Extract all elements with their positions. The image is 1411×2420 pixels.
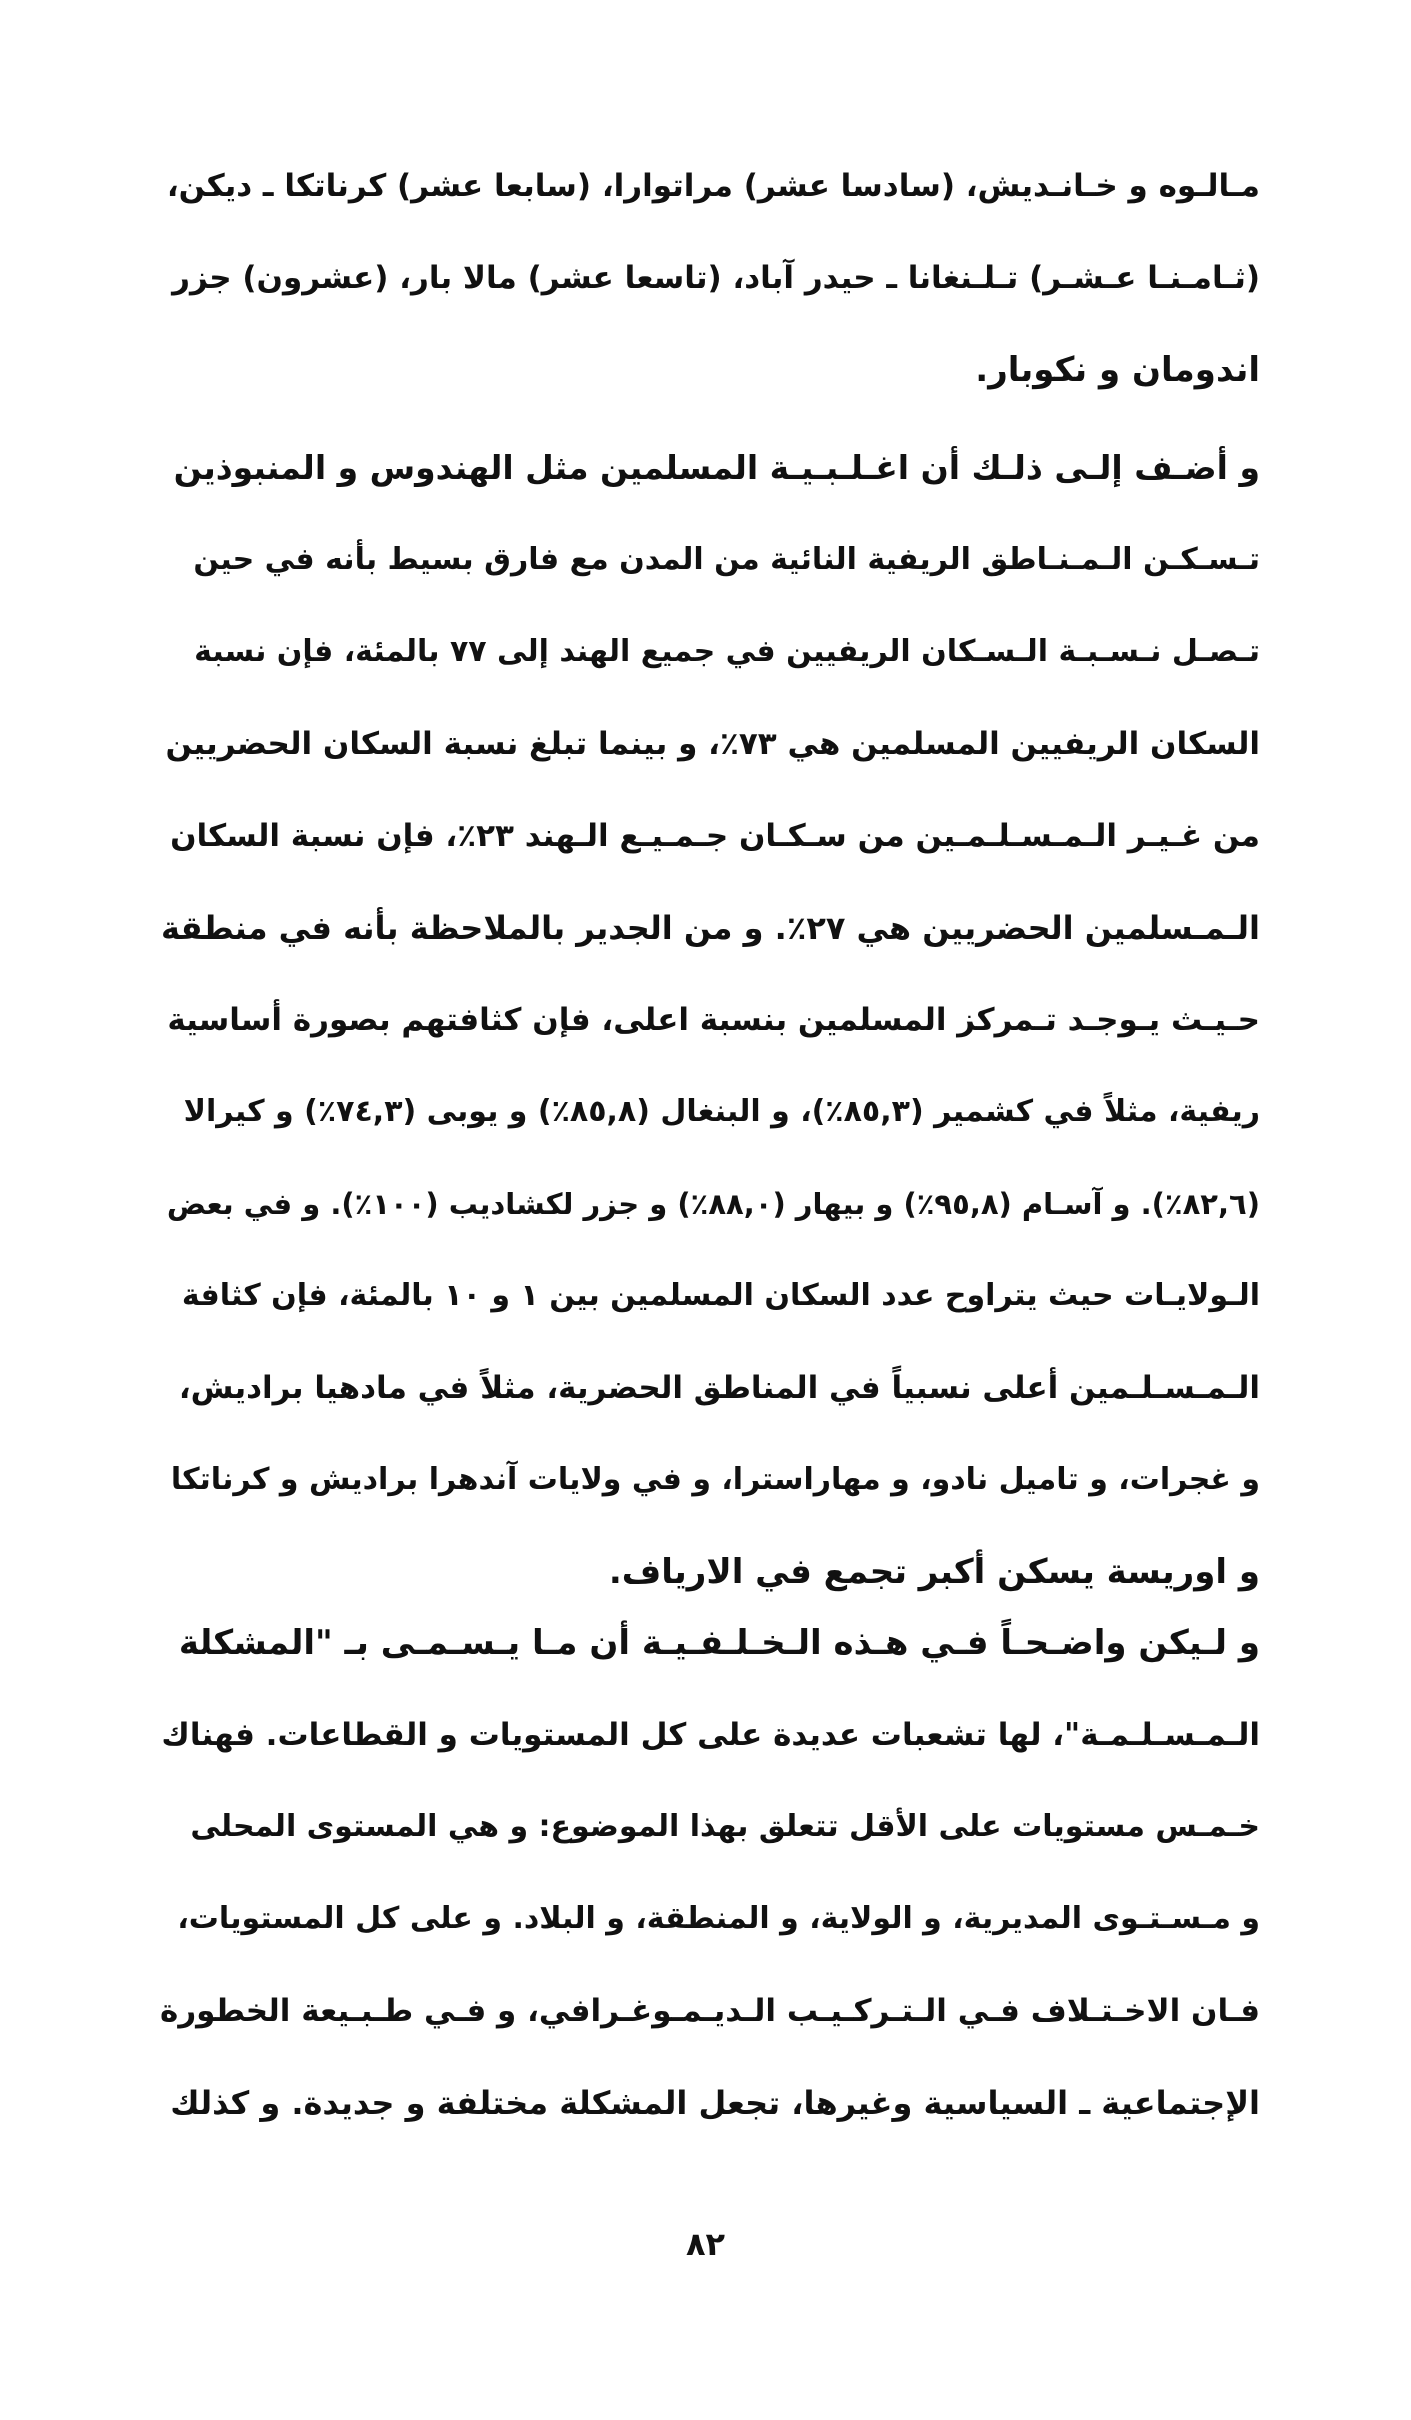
text-line: الإجتماعية ـ السياسية وغيرها، تجعل المشكلة مختلفة و جديدة. و كذلك xyxy=(170,2084,1260,2122)
text-line: من غـيـر الـمـسـلـمـين من سـكـان جـمـيـع الـهند ٢٣٪، فإن نسبة السكان xyxy=(170,818,1260,854)
text-line: و اوريسة يسكن أكبر تجمع في الارياف. xyxy=(608,1552,1260,1592)
text-line: خـمـس مستويات على الأقل تتعلق بهذا الموضوع: و هي المستوى المحلى xyxy=(190,1809,1260,1844)
text-line: ريفية، مثلاً في كشمير (٨٥,٣٪)، و البنغال (٨٥,٨٪) و يوبى (٧٤,٣٪) و كيرالا xyxy=(183,1094,1260,1129)
paragraph-2 xyxy=(160,422,1260,1618)
text-line: فـان الاخـتـلاف فـي الـتـركـيـب الـديـمـوغـرافي، و فـي طـبـيعة الخطورة xyxy=(160,1993,1260,2029)
text-line: مـالـوه و خـانـديش، (سادسا عشر) مراتوارا، (سابعا عشر) كرناتكا ـ ديكن، xyxy=(166,168,1260,204)
text-line: و لـيكن واضـحـاً فـي هـذه الـخـلـفـيـة أن مـا يـسـمـى بـ "المشكلة xyxy=(178,1623,1260,1663)
text-line: (ثـامـنـا عـشـر) تـلـنغانا ـ حيدر آباد، (تاسعا عشر) مالا بار، (عشرون) جزر xyxy=(172,260,1260,296)
text-line: و مـسـتـوى المديرية، و الولاية، و المنطقة، و البلاد. و على كل المستويات، xyxy=(177,1901,1260,1936)
text-line: و أضـف إلـى ذلـك أن اغـلـبـيـة المسلمين مثل الهندوس و المنبوذين xyxy=(173,448,1260,487)
paragraph-1 xyxy=(160,140,1260,416)
text-line: الـمـسلمين الحضريين هي ٢٧٪. و من الجدير بالملاحظة بأنه في منطقة xyxy=(161,909,1260,947)
text-line: (٨٢,٦٪). و آسـام (٩٥,٨٪) و بيهار (٨٨,٠٪) و جزر لكشاديب (١٠٠٪). و في بعض xyxy=(166,1187,1260,1221)
text-line: تـسـكـن الـمـنـاطق الريفية النائية من المدن مع فارق بسيط بأنه في حين xyxy=(193,542,1260,577)
paragraph-3 xyxy=(160,1597,1260,2149)
text-line: تـصـل نـسـبـة الـسـكان الريفيين في جميع الهند إلى ٧٧ بالمئة، فإن نسبة xyxy=(194,634,1260,669)
page-number: ٨٢ xyxy=(685,2225,726,2263)
text-line: السكان الريفيين المسلمين هي ٧٣٪، و بينما تبلغ نسبة السكان الحضريين xyxy=(165,726,1260,762)
text-line: حـيـث يـوجـد تـمركز المسلمين بنسبة اعلى، فإن كثافتهم بصورة أساسية xyxy=(167,1002,1260,1038)
text-line: الـولايـات حيث يتراوح عدد السكان المسلمين بين ١ و ١٠ بالمئة، فإن كثافة xyxy=(181,1278,1260,1313)
text-line: الـمـسـلـمين أعلى نسبياً في المناطق الحضرية، مثلاً في مادهيا براديش، xyxy=(178,1370,1260,1406)
text-line: اندومان و نكوبار. xyxy=(975,350,1260,390)
text-line: و غجرات، و تاميل نادو، و مهاراسترا، و في ولايات آندهرا براديش و كرناتكا xyxy=(170,1462,1260,1497)
text-line: الـمـسـلـمـة"، لها تشعبات عديدة على كل المستويات و القطاعات. فهناك xyxy=(161,1717,1260,1753)
